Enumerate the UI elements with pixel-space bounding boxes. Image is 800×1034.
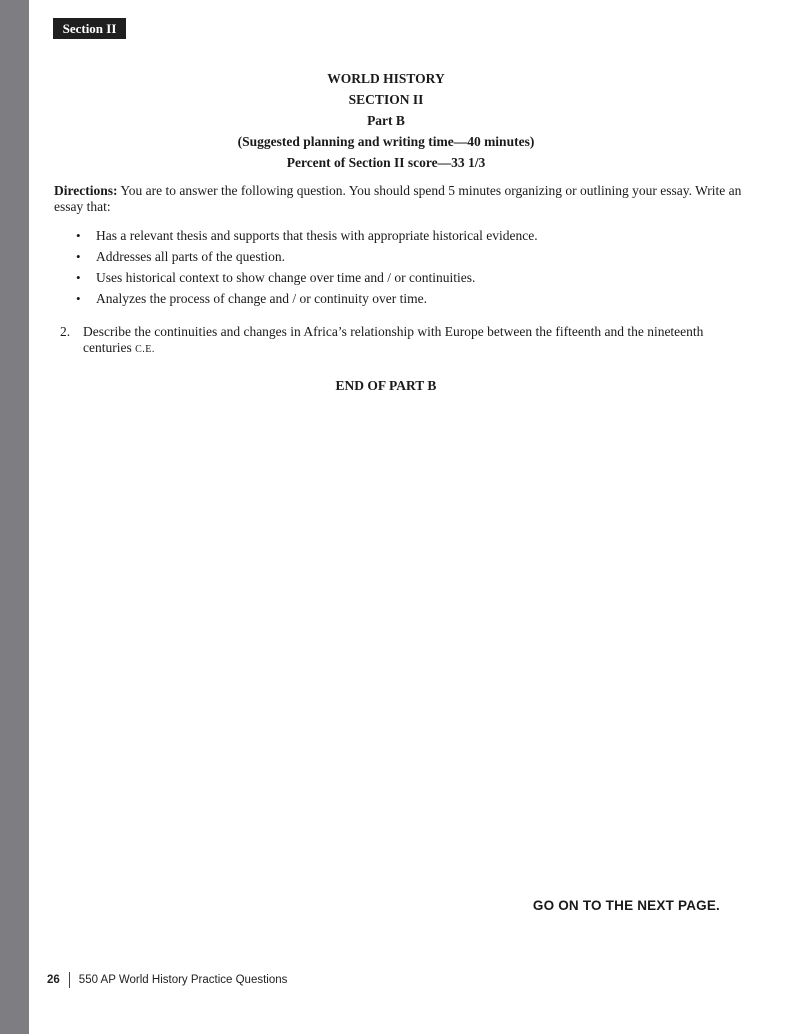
essay-requirements-list [76,228,736,312]
list-item [76,291,736,312]
directions [54,183,744,215]
essay-question [60,324,710,358]
bullet-icon: • [76,291,81,306]
book-title: 550 AP World History Practice Questions [78,974,288,986]
section-tab: Section II [53,18,126,39]
bullet-icon: • [76,270,81,285]
list-item-text: Uses historical context to show change over time and / or continuities. [96,270,476,285]
footer-divider [69,972,70,988]
bullet-icon: • [76,228,81,243]
list-item-text: Addresses all parts of the question. [96,249,285,264]
page-footer [47,971,287,989]
directions-label: Directions: [54,183,118,198]
list-item [76,270,736,291]
page-header [30,68,742,173]
header-part: Part B [367,113,405,128]
header-subject: WORLD HISTORY [327,71,445,86]
question-text-wrap [83,324,710,358]
list-item-text: Has a relevant thesis and supports that thesis with appropriate historical evidence. [96,228,538,243]
left-margin-bar [0,0,29,1034]
list-item-text: Analyzes the process of change and / or continuity over time. [96,291,428,306]
list-item [76,228,736,249]
directions-text: You are to answer the following question. You should spend 5 minutes organizing or outlining your essay. Write an essay that: [54,183,742,214]
header-score: Percent of Section II score—33 1/3 [286,155,486,170]
question-text: Describe the continuities and changes in Africa’s relationship with Europe between the fifteenth and the nineteenth centuries [83,324,704,355]
end-of-part: END OF PART B [335,378,437,393]
bullet-icon: • [76,249,81,264]
question-era: C.E. [135,344,155,355]
question-number: 2. [60,324,71,339]
go-next-page: GO ON TO THE NEXT PAGE. [532,898,720,913]
list-item [76,249,736,270]
header-section: SECTION II [348,92,424,107]
header-time: (Suggested planning and writing time—40 minutes) [237,134,535,149]
page-number: 26 [47,974,60,986]
